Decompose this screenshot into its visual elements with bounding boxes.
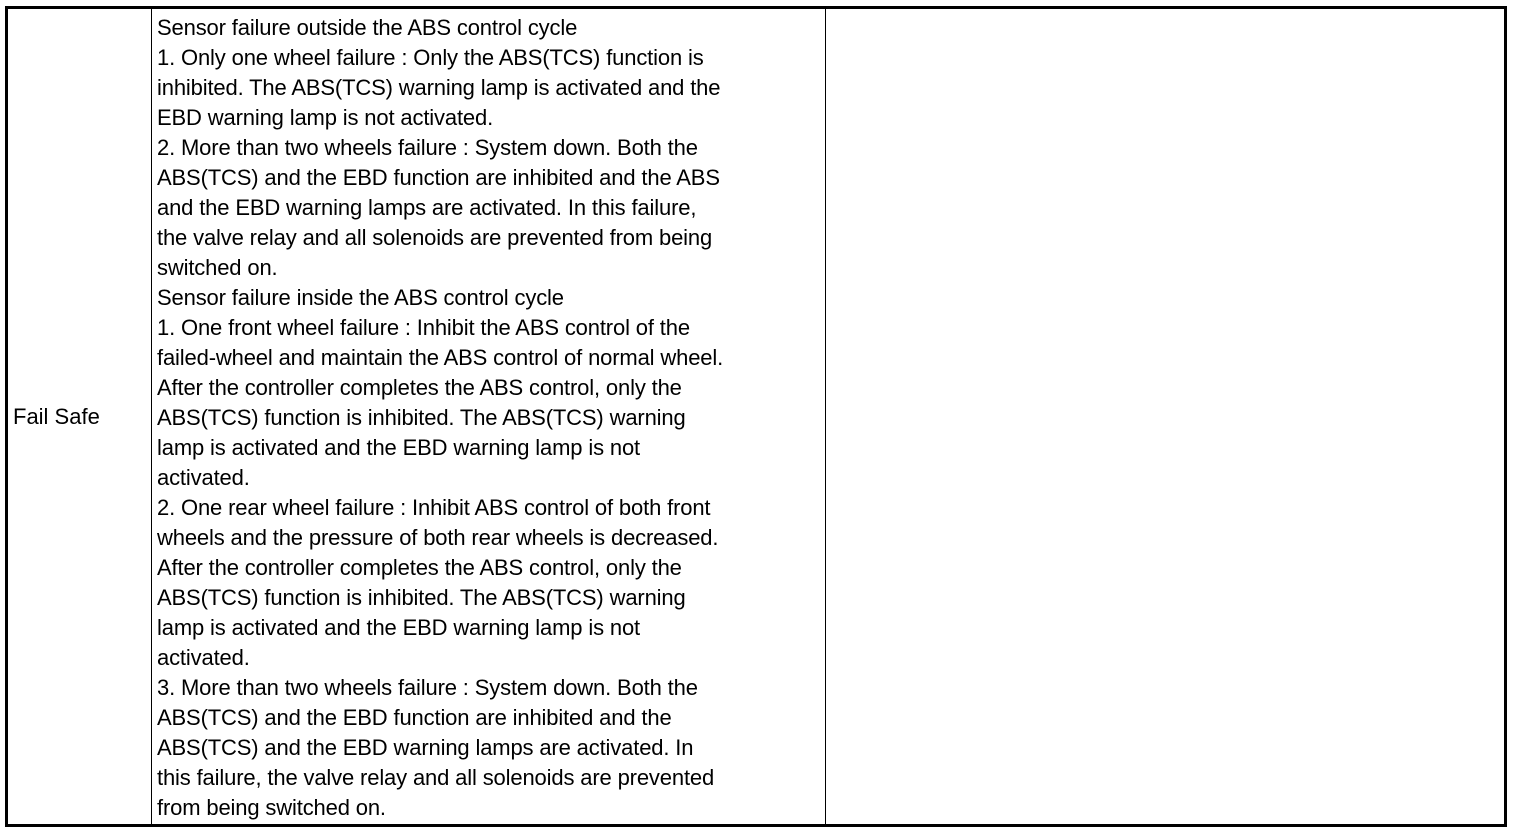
description-line: ABS(TCS) and the EBD warning lamps are activated. In: [157, 735, 694, 760]
description-line: ABS(TCS) and the EBD function are inhibited and the ABS: [157, 165, 720, 190]
description-line: this failure, the valve relay and all solenoids are prevented: [157, 765, 715, 790]
description-line: from being switched on.: [157, 795, 386, 820]
description-line: 1. Only one wheel failure : Only the ABS(TCS) function is: [157, 45, 704, 70]
description-line: lamp is activated and the EBD warning lamp is not: [157, 435, 641, 460]
description-line: activated.: [157, 645, 250, 670]
description-line: and the EBD warning lamps are activated. In this failure,: [157, 195, 697, 220]
description-line: activated.: [157, 465, 250, 490]
description-line: ABS(TCS) function is inhibited. The ABS(TCS) warning: [157, 585, 686, 610]
description-line: Sensor failure inside the ABS control cycle: [157, 285, 564, 310]
description-line: 3. More than two wheels failure : System down. Both the: [157, 675, 698, 700]
description-line: the valve relay and all solenoids are prevented from being: [157, 225, 713, 250]
description-line: switched on.: [157, 255, 278, 280]
description-line: failed-wheel and maintain the ABS control of normal wheel.: [157, 345, 724, 370]
notes-cell: [826, 9, 1504, 824]
description-cell: [152, 9, 826, 824]
description-line: After the controller completes the ABS control, only the: [157, 375, 682, 400]
fail-safe-table: [5, 6, 1507, 827]
description-line: lamp is activated and the EBD warning lamp is not: [157, 615, 641, 640]
row-label-cell: [8, 9, 152, 824]
description-line: 2. One rear wheel failure : Inhibit ABS control of both front: [157, 495, 711, 520]
description-line: wheels and the pressure of both rear wheels is decreased.: [157, 525, 719, 550]
description-line: Sensor failure outside the ABS control cycle: [157, 15, 578, 40]
description-line: 2. More than two wheels failure : System down. Both the: [157, 135, 698, 160]
description-line: inhibited. The ABS(TCS) warning lamp is activated and the: [157, 75, 721, 100]
description-line: EBD warning lamp is not activated.: [157, 105, 494, 130]
description-line: ABS(TCS) and the EBD function are inhibited and the: [157, 705, 672, 730]
description-line: After the controller completes the ABS control, only the: [157, 555, 682, 580]
row-label: Fail Safe: [13, 403, 100, 429]
description-line: 1. One front wheel failure : Inhibit the ABS control of the: [157, 315, 690, 340]
description-line: ABS(TCS) function is inhibited. The ABS(TCS) warning: [157, 405, 686, 430]
